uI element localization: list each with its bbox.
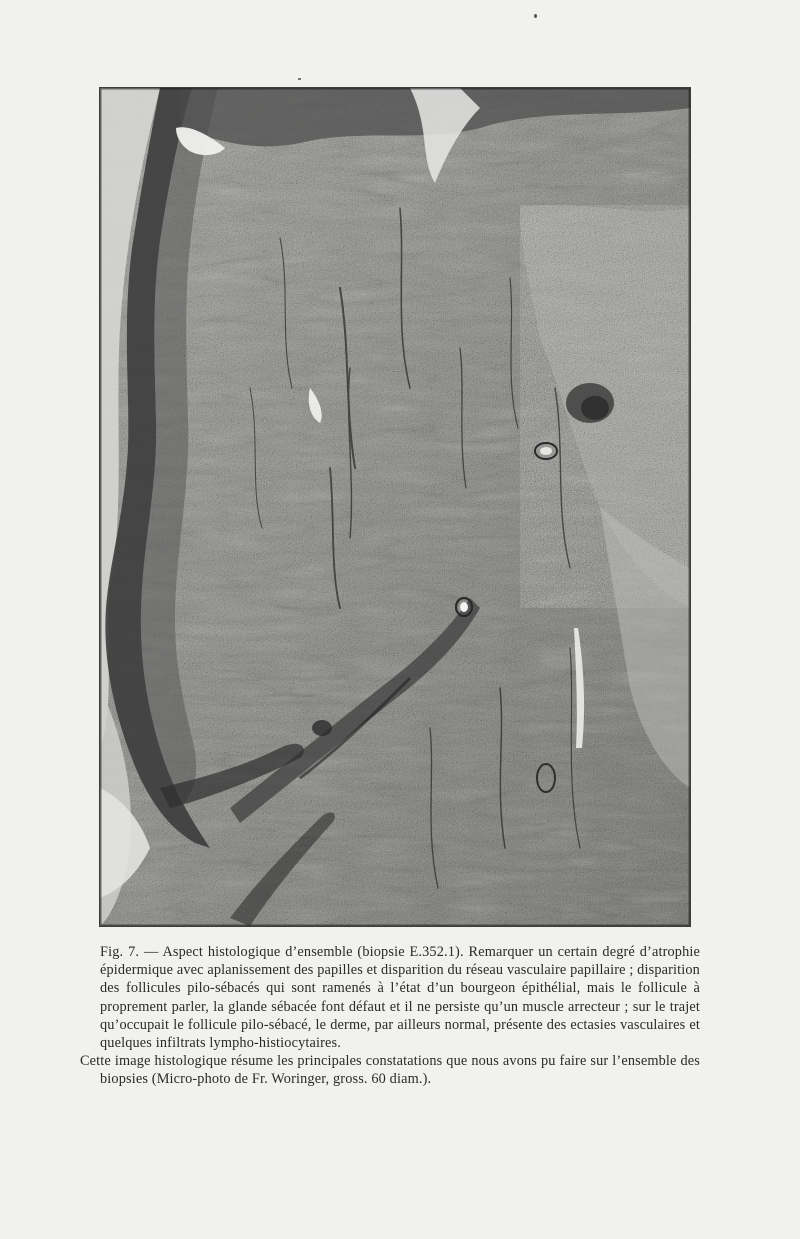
histology-photo-graphic	[100, 88, 690, 926]
page-speck	[534, 14, 537, 18]
histology-photo	[100, 88, 690, 926]
caption-main-text: — Aspect histologique d’ensemble (biopsie E.352.1). Remarquer un certain degré d’atrophie épidermique avec aplanissement des papilles et disparition du réseau vasculaire papillaire ; disparition des follicules pilo-sébacés qui sont ramenés à l’état d’un bourgeon épithélial, mais le follicule à proprement parler, la glande sébacée font défaut et il ne persiste qu’un muscle arrecteur ; sur le trajet qu’occupait le follicule pilo-sébacé, le derme, par ailleurs normal, présente des ectasies vasculaires et quelques infiltrats lympho-histiocytaires.	[100, 944, 700, 1052]
page-speck	[298, 78, 301, 80]
figure-caption	[80, 943, 700, 1089]
figure-label: Fig. 7.	[100, 944, 140, 960]
caption-main-paragraph	[80, 943, 700, 1052]
caption-summary-paragraph: Cette image histologique résume les principales constatations que nous avons pu faire sur l’ensemble des biopsies (Micro-photo de Fr. Woringer, gross. 60 diam.).	[80, 1053, 700, 1088]
